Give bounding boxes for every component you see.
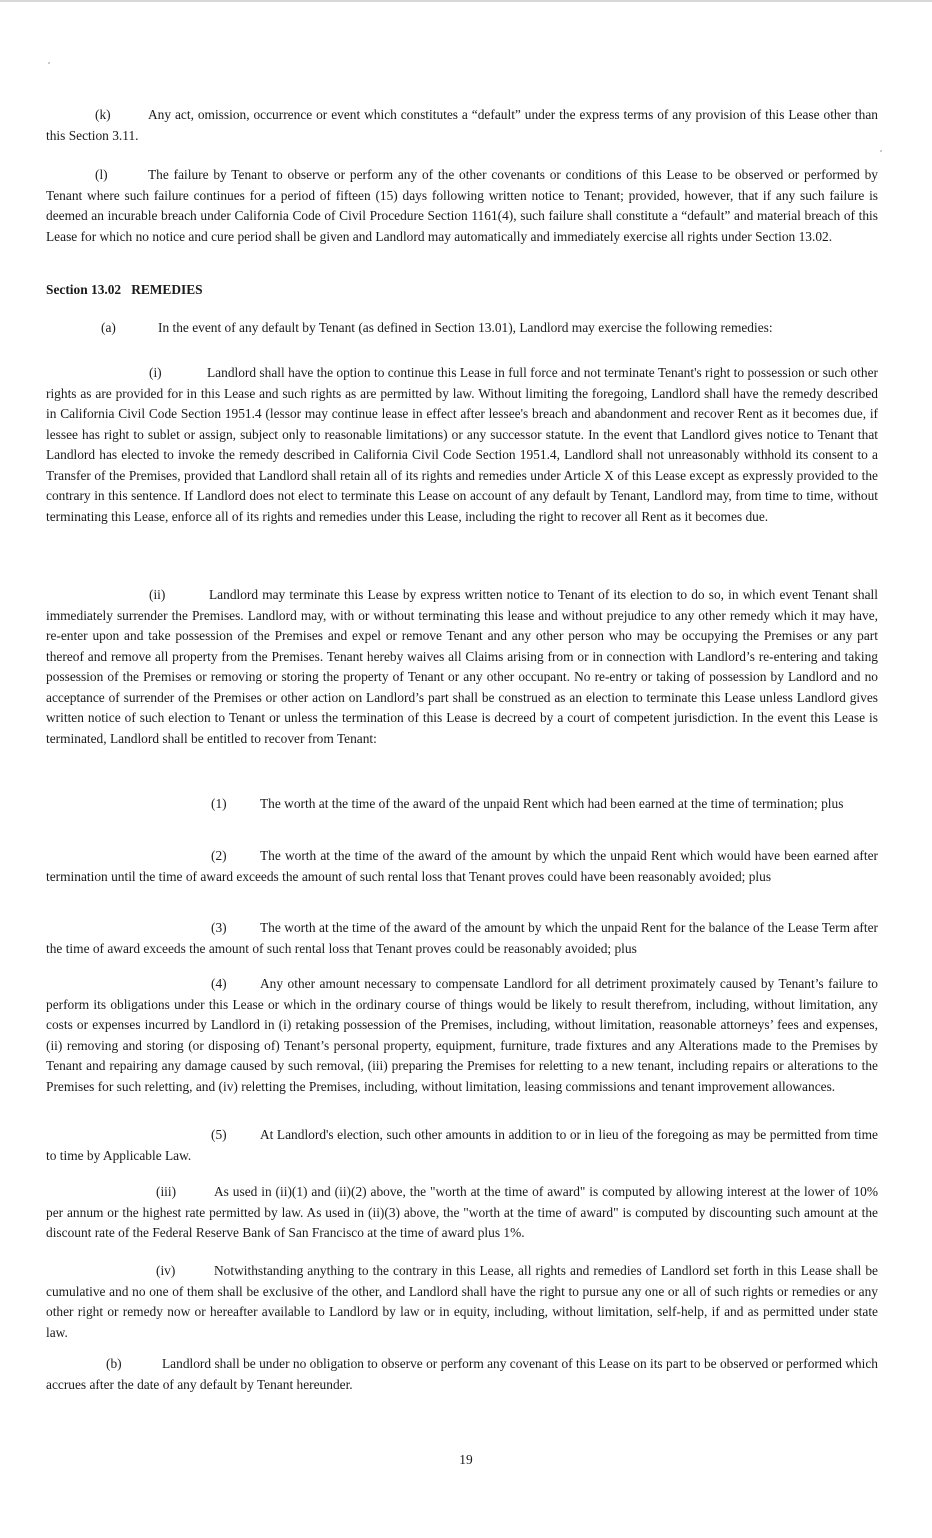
paragraph-label: (ii)	[149, 587, 166, 602]
paragraph-label: (5)	[211, 1127, 227, 1142]
page-number: 19	[459, 1452, 473, 1467]
paragraph-label: (l)	[95, 167, 108, 182]
paragraph-label: (4)	[211, 976, 227, 991]
paragraph-label: (iv)	[156, 1263, 176, 1278]
paragraph-text: The worth at the time of the award of the amount by which the unpaid Rent which would have been earned after termination until the time of award exceeds the amount of such rental loss that Tenant proves could have been reasonably avoided; plus	[46, 848, 878, 884]
paragraph-a-iv	[46, 1261, 878, 1343]
paragraph-a-i	[46, 363, 878, 527]
paragraph-text: The worth at the time of the award of the unpaid Rent which had been earned at the time of termination; plus	[260, 796, 844, 811]
paragraph-label: (3)	[211, 920, 227, 935]
paragraph-ii-4	[46, 974, 878, 1097]
paragraph-label: (i)	[149, 365, 162, 380]
paragraph-ii-3	[46, 918, 878, 959]
paragraph-text: The worth at the time of the award of the amount by which the unpaid Rent for the balance of the Lease Term after the time of award exceeds the amount of such rental loss that Tenant proves could be reasonably avoided; plus	[46, 920, 878, 956]
paragraph-text: At Landlord's election, such other amounts in addition to or in lieu of the foregoing as may be permitted from time to time by Applicable Law.	[46, 1127, 878, 1163]
paragraph-b	[46, 1354, 878, 1395]
paragraph-label: (b)	[106, 1356, 122, 1371]
scan-speck	[48, 62, 50, 64]
section-number: Section 13.02	[46, 282, 122, 297]
paragraph-text: Any other amount necessary to compensate Landlord for all detriment proximately caused by Tenant’s failure to perform its obligations under this Lease or which in the ordinary course of things would be likely to result therefrom, including, without limitation, any costs or expenses incurred by Landlord in (i) retaking possession of the Premises, including, without limitation, reasonable attorneys’ fees and expenses, (ii) removing and storing (or disposing of) Tenant’s personal property, equipment, furniture, trade fixtures and any Alterations made to the Premises by Tenant and repairing any damage caused by such removal, (iii) preparing the Premises for reletting to a new tenant, including repairs or alterations to the Premises for such reletting, and (iv) reletting the Premises, including, without limitation, leasing commissions and tenant improvement allowances.	[46, 976, 878, 1094]
scan-speck	[880, 150, 882, 152]
paragraph-a-iii	[46, 1182, 878, 1244]
paragraph-text: In the event of any default by Tenant (as defined in Section 13.01), Landlord may exercise the following remedies:	[158, 320, 773, 335]
paragraph-a-ii	[46, 585, 878, 749]
paragraph-label: (1)	[211, 796, 227, 811]
paragraph-text: As used in (ii)(1) and (ii)(2) above, the "worth at the time of award" is computed by allowing interest at the lower of 10% per annum or the highest rate permitted by law. As used in (ii)(3) above, the "worth at the time of award" is computed by discounting such amount at the discount rate of the Federal Reserve Bank of San Francisco at the time of award plus 1%.	[46, 1184, 878, 1240]
paragraph-k	[46, 105, 878, 146]
paragraph-a	[46, 318, 878, 339]
paragraph-text: The failure by Tenant to observe or perform any of the other covenants or conditions of this Lease to be observed or performed by Tenant where such failure continues for a period of fifteen (15) days following written notice to Tenant; provided, however, that if any such failure is deemed an incurable breach under California Code of Civil Procedure Section 1161(4), such failure shall constitute a “default” and material breach of this Lease for which no notice and cure period shall be given and Landlord may automatically and immediately exercise all rights under Section 13.02.	[46, 167, 878, 244]
paragraph-text: Landlord may terminate this Lease by express written notice to Tenant of its election to do so, in which event Tenant shall immediately surrender the Premises. Landlord may, with or without terminating this lease and without prejudice to any other remedy which it may have, re-enter upon and take possession of the Premises and expel or remove Tenant and any other person who may be occupying the Premises or any part thereof and remove all property from the Premises. Tenant hereby waives all Claims arising from or in connection with Landlord’s re-entering and taking possession of the Premises or removing or storing the property of Tenant or any other occupant. No re-entry or taking of possession by Landlord and no acceptance of surrender of the Premises or other action on Landlord’s part shall be construed as an election to terminate this Lease unless Landlord gives written notice of such election to Tenant or unless the termination of this Lease is decreed by a court of competent jurisdiction. In the event this Lease is terminated, Landlord shall be entitled to recover from Tenant:	[46, 587, 878, 746]
paragraph-label: (k)	[95, 107, 111, 122]
paragraph-text: Any act, omission, occurrence or event which constitutes a “default” under the express terms of any provision of this Lease other than this Section 3.11.	[46, 107, 878, 143]
paragraph-ii-5	[46, 1125, 878, 1166]
scan-top-edge	[0, 0, 932, 2]
paragraph-l	[46, 165, 878, 247]
section-heading	[46, 282, 203, 298]
paragraph-label: (a)	[101, 320, 116, 335]
paragraph-ii-2	[46, 846, 878, 887]
paragraph-text: Notwithstanding anything to the contrary in this Lease, all rights and remedies of Landlord set forth in this Lease shall be cumulative and no one of them shall be exclusive of the other, and Landlord shall have the right to pursue any one or all of such rights or remedies or any other right or remedy now or hereafter available to Landlord by law or in equity, including, without limitation, self-help, if and as permitted under state law.	[46, 1263, 878, 1340]
paragraph-text: Landlord shall be under no obligation to observe or perform any covenant of this Lease on its part to be observed or performed which accrues after the date of any default by Tenant hereunder.	[46, 1356, 878, 1392]
paragraph-label: (iii)	[156, 1184, 177, 1199]
paragraph-label: (2)	[211, 848, 227, 863]
section-title: REMEDIES	[131, 282, 203, 297]
paragraph-ii-1	[46, 793, 878, 815]
paragraph-text: Landlord shall have the option to continue this Lease in full force and not terminate Tenant's right to possession or such other rights as are provided for in this Lease and such rights as are permitted by law. Without limiting the foregoing, Landlord shall have the remedy described in California Civil Code Section 1951.4 (lessor may continue lease in effect after lessee's breach and abandonment and recover Rent as it becomes due, if lessee has right to sublet or assign, subject only to reasonable limitations) or any successor statute. In the event that Landlord gives notice to Tenant that Landlord has elected to invoke the remedy described in California Civil Code Section 1951.4, Landlord shall not unreasonably withhold its consent to a Transfer of the Premises, provided that Landlord shall retain all of its rights and remedies under Article X of this Lease except as expressly provided to the contrary in this sentence. If Landlord does not elect to terminate this Lease on account of any default by Tenant, Landlord may, from time to time, without terminating this Lease, enforce all of its rights and remedies under this Lease, including the right to recover all Rent as it becomes due.	[46, 365, 878, 524]
